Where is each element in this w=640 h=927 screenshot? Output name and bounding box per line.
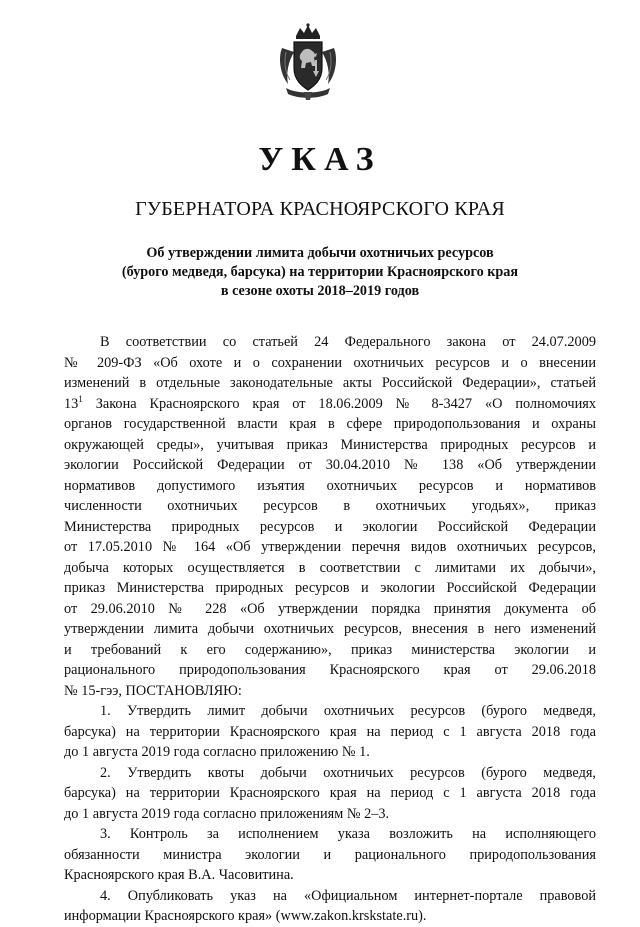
subject-line: (бурого медведя, барсука) на территории Красноярского края: [121, 264, 519, 280]
body-line: изменений в отдельные законодательные акты Российской Федерации», статьей: [64, 375, 596, 391]
subject-line: Об утверждении лимита добычи охотничьих ресурсов: [146, 245, 494, 261]
item-2-line: до 1 августа 2019 года согласно приложениям № 2–3.: [64, 805, 390, 822]
body-line: от 17.05.2010 № 164 «Об утверждении перечня видов охотничьих ресурсов,: [64, 539, 596, 555]
body-line: нормативов допустимого изъятия охотничьих ресурсов и нормативов: [64, 477, 596, 494]
body-line-rest: Закона Красноярского края от 18.06.2009 № 8-3427 «О полномочиях: [82, 395, 596, 412]
issuer-heading: ГУБЕРНАТОРА КРАСНОЯРСКОГО КРАЯ: [135, 198, 505, 220]
body-line: и требований к его содержанию», приказ министерства экологии и: [64, 641, 596, 658]
body-line: экологии Российской Федерации от 30.04.2010 № 138 «Об утверждении: [64, 457, 596, 473]
item-1-line: 1. Утвердить лимит добычи охотничьих ресурсов (бурого медведя,: [100, 703, 596, 719]
decree-body: [64, 332, 596, 927]
body-line: № 15-гээ, ПОСТАНОВЛЯЮ:: [64, 682, 242, 699]
body-line: В соответствии со статьей 24 Федерального закона от 24.07.2009: [100, 334, 596, 350]
body-line: численности охотничьих ресурсов в охотничьих угодьях», приказ: [64, 498, 596, 514]
item-1-line: барсука) на территории Красноярского края на период с 1 августа 2018 года: [64, 723, 596, 740]
article-superscript: 1: [78, 393, 83, 404]
article-number: 13: [64, 395, 79, 412]
body-line: рационального природопользования Красноярского края от 29.06.2018: [64, 662, 596, 678]
item-3-line: обязанности министра экологии и рационального природопользования: [64, 846, 596, 863]
item-2-line: 2. Утвердить квоты добычи охотничьих ресурсов (бурого медведя,: [100, 764, 596, 781]
body-line: добыча которых осуществляется в соответствии с лимитами их добычи»,: [64, 559, 596, 576]
body-line: окружающей среды», учитывая приказ Министерства природных ресурсов и: [64, 436, 596, 453]
decree-subject: [60, 244, 580, 301]
item-4-line: 4. Опубликовать указ на «Официальном интернет-портале правовой: [100, 887, 596, 904]
item-2-line: барсука) на территории Красноярского края на период с 1 августа 2018 года: [64, 785, 596, 801]
decree-title: УКАЗ: [258, 141, 382, 178]
item-1-line: до 1 августа 2019 года согласно приложению № 1.: [64, 744, 370, 760]
body-line: приказ Министерства природных ресурсов и экологии Российской Федерации: [64, 580, 596, 596]
body-line: [64, 394, 596, 415]
body-line: от 29.06.2010 № 228 «Об утверждении порядка принятия документа об: [64, 600, 596, 617]
body-line: Министерства природных ресурсов и экологии Российской Федерации: [64, 518, 596, 535]
item-3-line: Красноярского края В.А. Часовитина.: [64, 867, 294, 883]
body-line: № 209-ФЗ «Об охоте и о сохранении охотничьих ресурсов и о внесении: [64, 354, 596, 371]
item-4-line: информации Красноярского края» (www.zakon.krskstate.ru).: [64, 908, 427, 924]
krasnoyarsk-krai-coat-of-arms-icon: [276, 22, 340, 102]
subject-line: в сезоне охоты 2018–2019 годов: [220, 283, 420, 299]
item-3-line: 3. Контроль за исполнением указа возложить на исполняющего: [100, 826, 596, 842]
body-line: утверждении лимита добычи охотничьих ресурсов, внесения в него изменений: [64, 621, 596, 637]
body-line: органов государственной власти края в сфере природопользования и охраны: [64, 416, 596, 432]
